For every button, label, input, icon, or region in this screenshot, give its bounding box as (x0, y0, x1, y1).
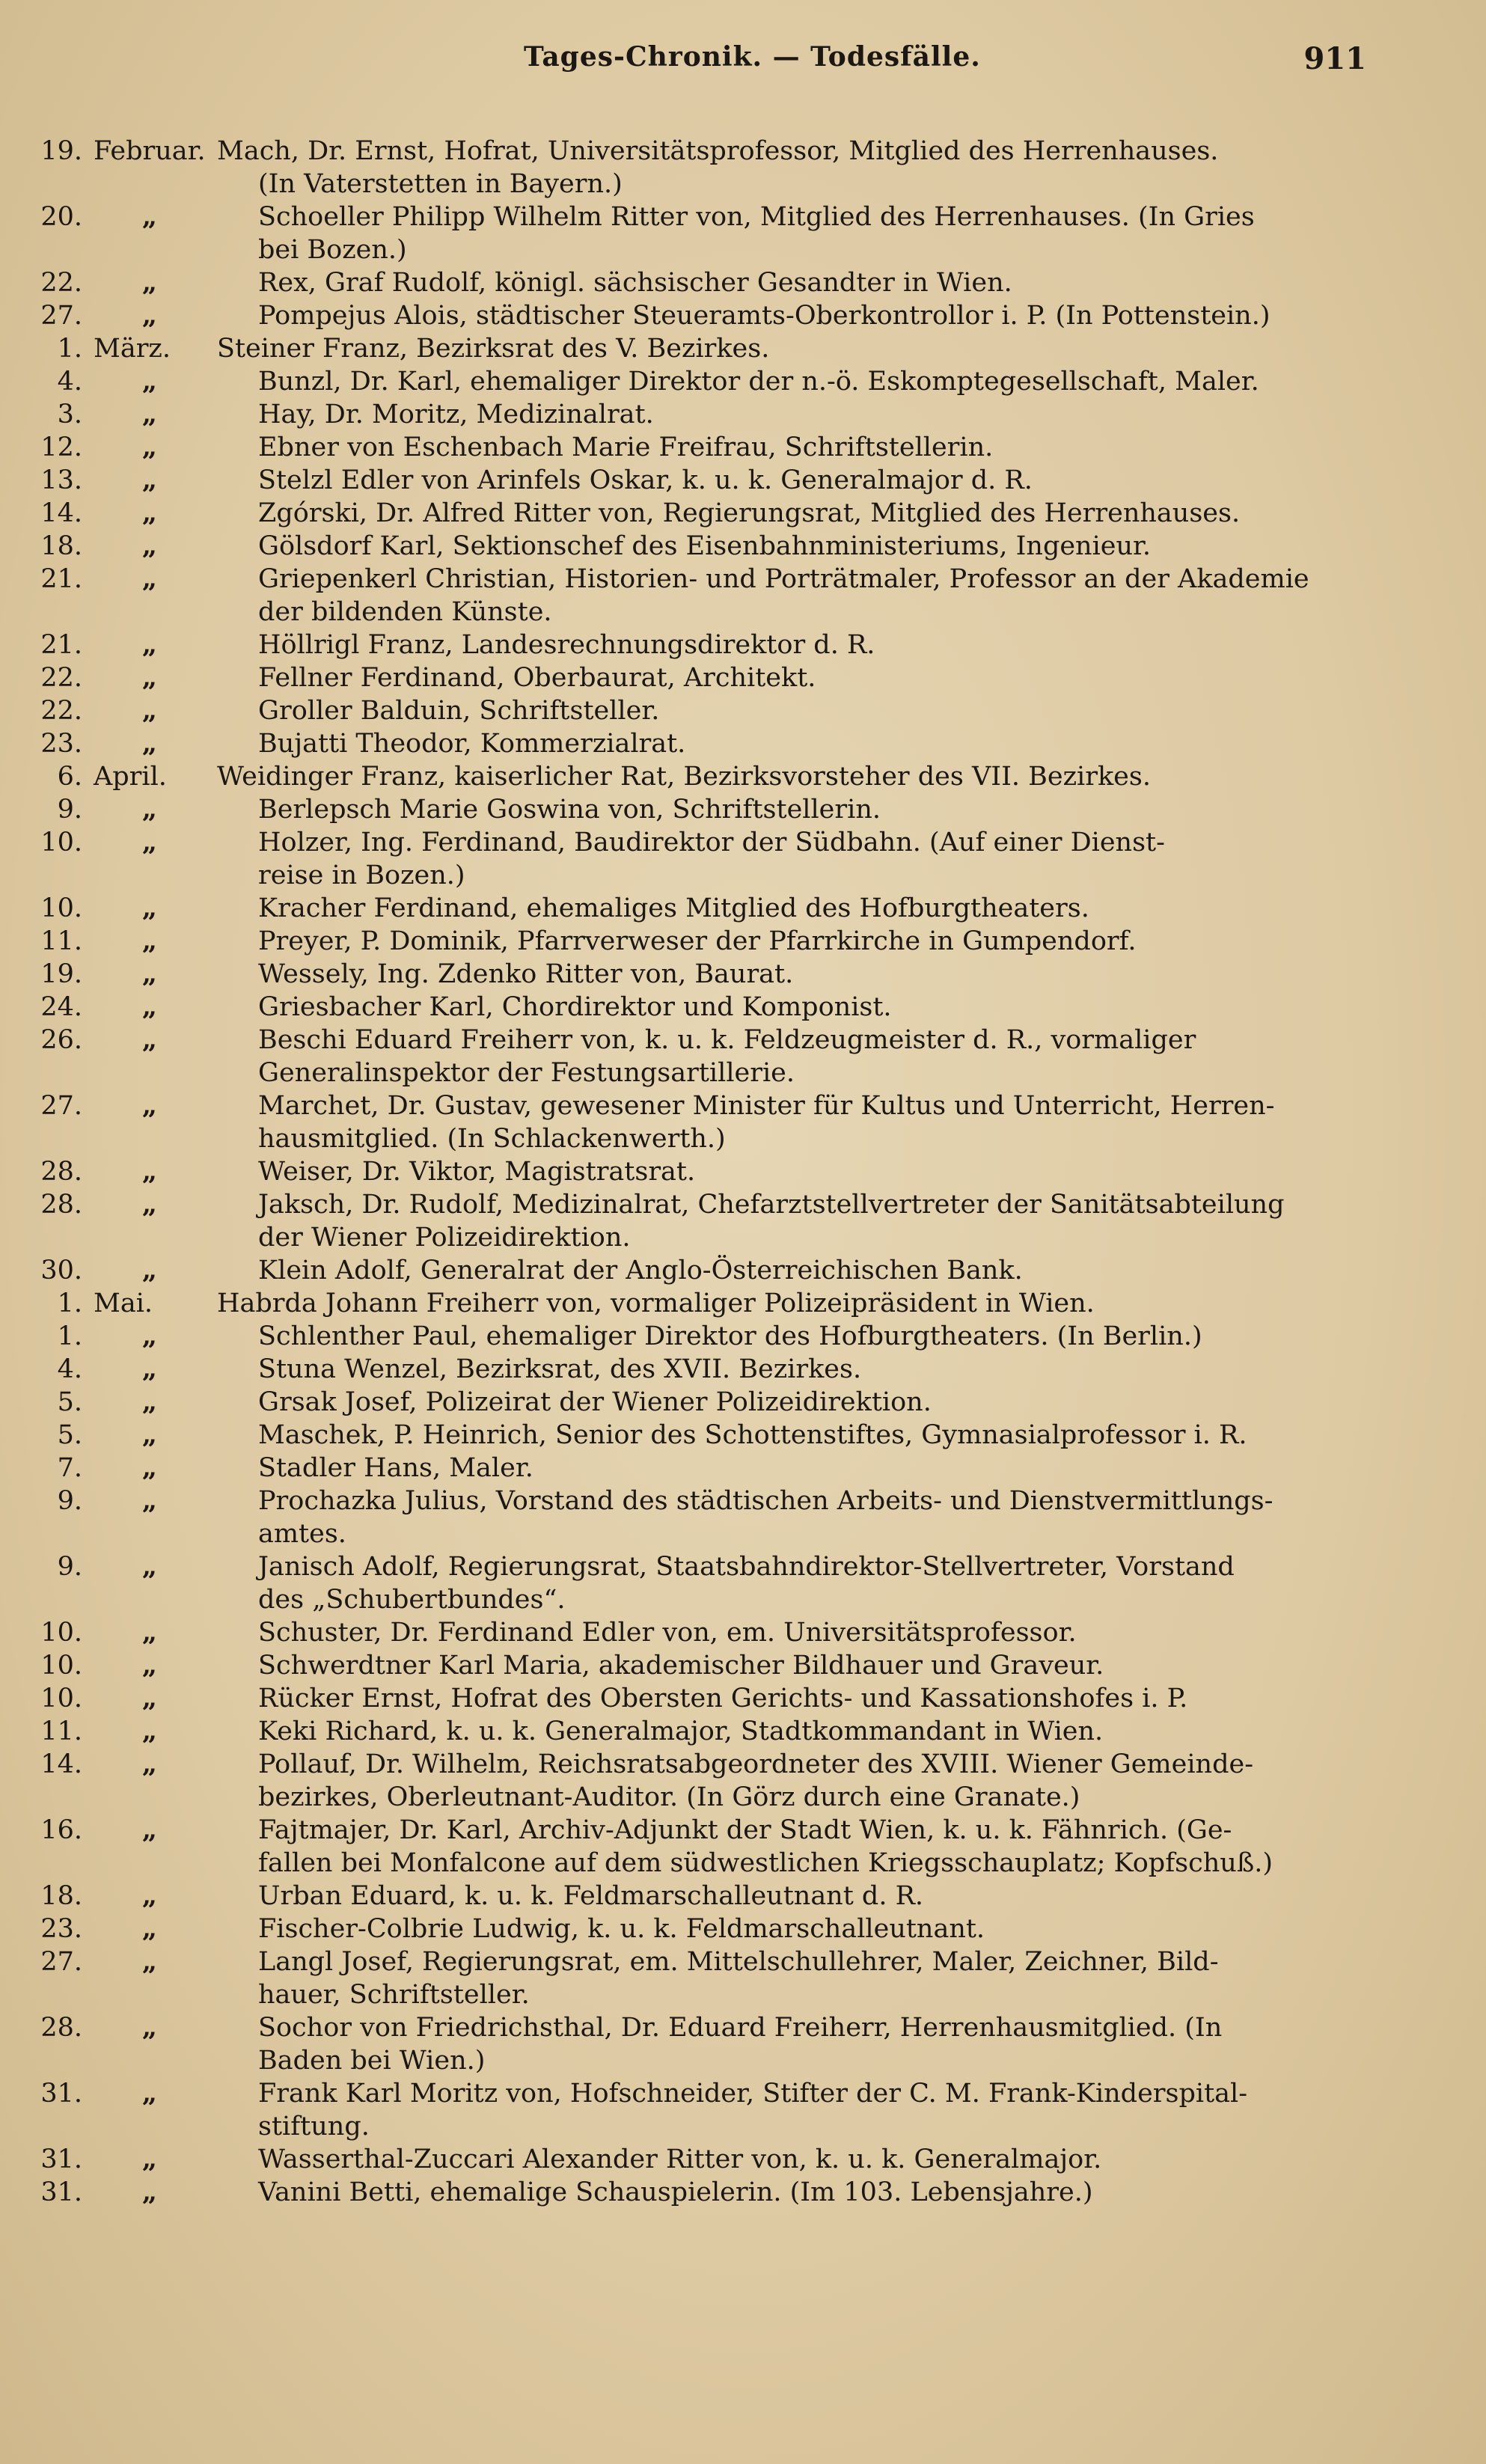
entry-text: Stadler Hans, Maler. (258, 1453, 533, 1483)
entry-line (0, 2176, 1486, 2209)
entry-day: 27. (40, 301, 82, 331)
entry-text: Groller Balduin, Schriftsteller. (258, 696, 660, 726)
obituary-entry (0, 201, 1486, 266)
entry-line (0, 1320, 1486, 1353)
entry-text: Steiner Franz, Bezirksrat des V. Bezirkes. (217, 334, 770, 364)
obituary-entry (0, 299, 1486, 332)
entry-month-ditto: „ (141, 1189, 158, 1220)
entry-month-ditto: „ (141, 1452, 158, 1483)
entry-day: 20. (40, 202, 82, 232)
entry-text: Urban Eduard, k. u. k. Feldmarschalleutnant d. R. (258, 1881, 924, 1911)
entry-line (0, 1057, 1486, 1089)
entry-day: 23. (40, 729, 82, 759)
entry-text: Stuna Wenzel, Bezirksrat, des XVII. Bezirkes. (258, 1354, 862, 1384)
entry-text-continuation: fallen bei Monfalcone auf dem südwestlichen Kriegsschauplatz; Kopfschuß.) (258, 1848, 1273, 1878)
obituary-entry (0, 1945, 1486, 2011)
entry-line (0, 2077, 1486, 2110)
entry-day: 28. (40, 1157, 82, 1187)
entry-line (0, 233, 1486, 266)
entry-line (0, 563, 1486, 596)
entry-month-ditto: „ (141, 629, 158, 660)
entry-day: 13. (40, 465, 82, 495)
entry-text: Holzer, Ing. Ferdinand, Baudirektor der Südbahn. (Auf einer Dienst- (258, 828, 1165, 857)
entry-day: 24. (40, 992, 82, 1022)
obituary-entry (0, 629, 1486, 661)
entry-day: 11. (40, 926, 82, 956)
entry-month-ditto: „ (141, 1354, 158, 1384)
entry-month-ditto: „ (141, 926, 158, 956)
entry-day: 10. (40, 893, 82, 923)
obituary-entry (0, 661, 1486, 694)
entry-line (0, 1880, 1486, 1913)
entry-text-continuation: des „Schubertbundes“. (258, 1585, 566, 1615)
obituary-entry (0, 1682, 1486, 1715)
obituary-entry (0, 1320, 1486, 1353)
obituary-entry (0, 1254, 1486, 1287)
entry-text: Ebner von Eschenbach Marie Freifrau, Schriftstellerin. (258, 432, 994, 462)
entry-day: 10. (40, 1618, 82, 1648)
entry-month-ditto: „ (141, 1716, 158, 1746)
entry-line (0, 2110, 1486, 2143)
entry-month-ditto: „ (141, 1090, 158, 1121)
entry-month-ditto: „ (141, 728, 158, 759)
entry-month-ditto: „ (141, 1880, 158, 1911)
entry-line (0, 1583, 1486, 1616)
entry-text: Preyer, P. Dominik, Pfarrverweser der Pfarrkirche in Gumpendorf. (258, 926, 1137, 956)
entry-day: 28. (40, 2013, 82, 2043)
entry-line (0, 1024, 1486, 1057)
entry-month-ditto: „ (141, 1946, 158, 1977)
entry-month-ditto: „ (141, 432, 158, 462)
entry-text: Weidinger Franz, kaiserlicher Rat, Bezirksvorsteher des VII. Bezirkes. (217, 762, 1151, 792)
entry-day: 26. (40, 1025, 82, 1055)
entry-line (0, 1419, 1486, 1452)
entry-month-ditto: „ (141, 1321, 158, 1351)
entry-line (0, 1386, 1486, 1419)
obituary-entry (0, 2143, 1486, 2176)
obituary-entry (0, 1913, 1486, 1945)
entry-line (0, 1682, 1486, 1715)
obituary-entry (0, 892, 1486, 925)
entry-line (0, 1452, 1486, 1485)
entry-month-ditto: „ (141, 2078, 158, 2109)
entry-line (0, 596, 1486, 629)
entry-line (0, 1616, 1486, 1649)
obituary-entry (0, 365, 1486, 398)
obituary-entry (0, 2077, 1486, 2143)
obituary-entry (0, 1353, 1486, 1386)
obituary-entry (0, 431, 1486, 464)
entry-month-ditto: „ (141, 498, 158, 528)
entry-text: Schuster, Dr. Ferdinand Edler von, em. Universitätsprofessor. (258, 1618, 1077, 1648)
entry-day: 21. (40, 564, 82, 594)
obituary-entry (0, 1485, 1486, 1550)
entry-month-ditto: „ (141, 827, 158, 857)
entry-text: Stelzl Edler von Arinfels Oskar, k. u. k. Generalmajor d. R. (258, 465, 1033, 495)
entry-line (0, 497, 1486, 530)
entry-line (0, 661, 1486, 694)
entry-text: Berlepsch Marie Goswina von, Schriftstellerin. (258, 795, 881, 825)
entry-day: 22. (40, 663, 82, 693)
entry-text: Fajtmajer, Dr. Karl, Archiv-Adjunkt der Stadt Wien, k. u. k. Fähnrich. (Ge- (258, 1815, 1232, 1845)
entry-line (0, 1913, 1486, 1945)
entry-text: Hay, Dr. Moritz, Medizinalrat. (258, 400, 654, 429)
entry-month: Mai. (94, 1288, 153, 1318)
entry-month-ditto: „ (141, 1156, 158, 1187)
entry-line (0, 629, 1486, 661)
obituary-entry (0, 1715, 1486, 1748)
entry-day: 23. (40, 1914, 82, 1944)
entry-month-ditto: „ (141, 695, 158, 726)
entry-day: 6. (57, 762, 82, 792)
entry-line (0, 727, 1486, 760)
entry-day: 5. (57, 1387, 82, 1417)
entry-day: 19. (40, 136, 82, 166)
obituary-entry (0, 135, 1486, 201)
entry-month-ditto: „ (141, 300, 158, 331)
obituary-entry (0, 760, 1486, 793)
entry-line (0, 2044, 1486, 2077)
entry-day: 14. (40, 1749, 82, 1779)
entry-line (0, 958, 1486, 991)
obituary-entry (0, 991, 1486, 1024)
entry-text-continuation: (In Vaterstetten in Bayern.) (258, 169, 623, 199)
entry-line (0, 1847, 1486, 1880)
entry-text: Rex, Graf Rudolf, königl. sächsischer Gesandter in Wien. (258, 268, 1012, 298)
entry-day: 12. (40, 432, 82, 462)
entry-line (0, 1814, 1486, 1847)
entry-text: Rücker Ernst, Hofrat des Obersten Gerichts- und Kassationshofes i. P. (258, 1684, 1188, 1714)
obituary-entry (0, 1748, 1486, 1814)
obituary-entry (0, 2011, 1486, 2077)
entry-line (0, 1254, 1486, 1287)
entry-text-continuation: hauer, Schriftsteller. (258, 1980, 530, 2010)
entry-month-ditto: „ (141, 794, 158, 825)
entry-text: Pompejus Alois, städtischer Steueramts-Oberkontrollor i. P. (In Pottenstein.) (258, 301, 1271, 331)
entry-line (0, 365, 1486, 398)
entry-month-ditto: „ (141, 1683, 158, 1714)
entry-day: 18. (40, 531, 82, 561)
entry-text: Griepenkerl Christian, Historien- und Porträtmaler, Professor an der Akademie (258, 564, 1309, 594)
entry-line (0, 1188, 1486, 1221)
entry-day: 4. (57, 1354, 82, 1384)
entry-month-ditto: „ (141, 2012, 158, 2043)
entry-line (0, 431, 1486, 464)
entry-text: Wessely, Ing. Zdenko Ritter von, Baurat. (258, 959, 794, 989)
entry-day: 30. (40, 1256, 82, 1286)
entry-text: Mach, Dr. Ernst, Hofrat, Universitätsprofessor, Mitglied des Herrenhauses. (217, 136, 1219, 166)
entry-day: 9. (57, 1552, 82, 1582)
entry-month-ditto: „ (141, 531, 158, 561)
obituary-entry (0, 826, 1486, 892)
entry-month-ditto: „ (141, 1387, 158, 1417)
entry-text: Griesbacher Karl, Chordirektor und Komponist. (258, 992, 892, 1022)
entry-text: Janisch Adolf, Regierungsrat, Staatsbahndirektor-Stellvertreter, Vorstand (258, 1552, 1235, 1582)
entry-line (0, 1517, 1486, 1550)
entry-text-continuation: amtes. (258, 1519, 346, 1549)
entry-text: Schoeller Philipp Wilhelm Ritter von, Mitglied des Herrenhauses. (In Gries (258, 202, 1255, 232)
entry-text-continuation: der bildenden Künste. (258, 597, 552, 627)
entry-text: Pollauf, Dr. Wilhelm, Reichsratsabgeordneter des XVIII. Wiener Gemeinde- (258, 1749, 1254, 1779)
obituary-entry (0, 1452, 1486, 1485)
obituary-entry (0, 398, 1486, 431)
entry-text: Fellner Ferdinand, Oberbaurat, Architekt. (258, 663, 816, 693)
entry-line (0, 530, 1486, 563)
entry-text: Bujatti Theodor, Kommerzialrat. (258, 729, 686, 759)
entry-text: Höllrigl Franz, Landesrechnungsdirektor d. R. (258, 630, 875, 660)
entry-text-continuation: Baden bei Wien.) (258, 2046, 486, 2076)
entry-month-ditto: „ (141, 465, 158, 495)
obituary-entry (0, 1024, 1486, 1089)
entry-month-ditto: „ (141, 1815, 158, 1845)
entry-line (0, 1781, 1486, 1814)
entry-line (0, 1978, 1486, 2011)
entry-text: Jaksch, Dr. Rudolf, Medizinalrat, Chefarztstellvertreter der Sanitätsabteilung (258, 1190, 1285, 1220)
entry-month-ditto: „ (141, 2177, 158, 2207)
obituary-entry (0, 925, 1486, 958)
entry-line (0, 1550, 1486, 1583)
entry-day: 3. (57, 400, 82, 429)
entry-line (0, 1155, 1486, 1188)
entry-text-continuation: bezirkes, Oberleutnant-Auditor. (In Görz durch eine Granate.) (258, 1782, 1080, 1812)
entry-text: Prochazka Julius, Vorstand des städtischen Arbeits- und Dienstvermittlungs- (258, 1486, 1274, 1516)
obituary-entry (0, 2176, 1486, 2209)
entry-day: 31. (40, 2079, 82, 2109)
obituary-entry (0, 793, 1486, 826)
entry-text: Vanini Betti, ehemalige Schauspielerin. (Im 103. Lebensjahre.) (258, 2177, 1093, 2207)
obituary-entry (0, 332, 1486, 365)
entry-line (0, 299, 1486, 332)
entry-line (0, 1122, 1486, 1155)
entry-day: 1. (57, 334, 82, 364)
entry-month-ditto: „ (141, 2144, 158, 2174)
entry-day: 27. (40, 1947, 82, 1977)
entry-line (0, 1221, 1486, 1254)
page-number: 911 (1303, 41, 1366, 76)
entry-text: Kracher Ferdinand, ehemaliges Mitglied des Hofburgtheaters. (258, 893, 1089, 923)
entry-text: Beschi Eduard Freiherr von, k. u. k. Feldzeugmeister d. R., vormaliger (258, 1025, 1196, 1055)
entry-line (0, 1353, 1486, 1386)
obituary-entry (0, 563, 1486, 629)
entry-line (0, 398, 1486, 431)
obituary-entry (0, 1386, 1486, 1419)
entry-month-ditto: „ (141, 1255, 158, 1286)
entry-line (0, 1715, 1486, 1748)
entry-day: 16. (40, 1815, 82, 1845)
entry-text: Gölsdorf Karl, Sektionschef des Eisenbahnministeriums, Ingenieur. (258, 531, 1152, 561)
entry-month-ditto: „ (141, 399, 158, 429)
entry-day: 9. (57, 795, 82, 825)
entry-day: 10. (40, 1651, 82, 1681)
obituary-entry (0, 530, 1486, 563)
page-header (0, 41, 1486, 86)
entry-text: Weiser, Dr. Viktor, Magistratsrat. (258, 1157, 696, 1187)
entry-line (0, 760, 1486, 793)
entry-day: 31. (40, 2177, 82, 2207)
entry-line (0, 859, 1486, 892)
entry-month-ditto: „ (141, 1024, 158, 1055)
entry-line (0, 1287, 1486, 1320)
entry-month-ditto: „ (141, 1650, 158, 1681)
entry-line (0, 135, 1486, 168)
entry-month: März. (94, 334, 171, 364)
entry-day: 7. (57, 1453, 82, 1483)
entry-line (0, 991, 1486, 1024)
obituary-entry (0, 464, 1486, 497)
entry-month-ditto: „ (141, 267, 158, 298)
obituary-entry (0, 266, 1486, 299)
entry-month-ditto: „ (141, 1419, 158, 1450)
entry-text: Wasserthal-Zuccari Alexander Ritter von, k. u. k. Generalmajor. (258, 2144, 1102, 2174)
entry-line (0, 925, 1486, 958)
entry-day: 10. (40, 1684, 82, 1714)
entry-text: Zgórski, Dr. Alfred Ritter von, Regierungsrat, Mitglied des Herrenhauses. (258, 498, 1241, 528)
entry-text: Fischer-Colbrie Ludwig, k. u. k. Feldmarschalleutnant. (258, 1914, 985, 1944)
entry-day: 21. (40, 630, 82, 660)
entry-day: 18. (40, 1881, 82, 1911)
entry-month-ditto: „ (141, 366, 158, 397)
entry-line (0, 201, 1486, 233)
entry-month: April. (94, 762, 167, 792)
entry-day: 9. (57, 1486, 82, 1516)
entry-line (0, 2011, 1486, 2044)
entry-text-continuation: stiftung. (258, 2112, 370, 2142)
entry-text: Schlenther Paul, ehemaliger Direktor des Hofburgtheaters. (In Berlin.) (258, 1321, 1202, 1351)
entry-text-continuation: bei Bozen.) (258, 235, 407, 265)
entry-month: Februar. (94, 136, 206, 166)
entry-text: Maschek, P. Heinrich, Senior des Schottenstiftes, Gymnasialprofessor i. R. (258, 1420, 1247, 1450)
entry-month-ditto: „ (141, 1485, 158, 1516)
entry-line (0, 1485, 1486, 1517)
obituary-entry (0, 1616, 1486, 1649)
entry-day: 14. (40, 498, 82, 528)
entry-text: Grsak Josef, Polizeirat der Wiener Polizeidirektion. (258, 1387, 932, 1417)
entry-line (0, 266, 1486, 299)
entry-month-ditto: „ (141, 1551, 158, 1582)
obituary-entry (0, 727, 1486, 760)
entry-text: Schwerdtner Karl Maria, akademischer Bildhauer und Graveur. (258, 1651, 1104, 1681)
entry-text: Bunzl, Dr. Karl, ehemaliger Direktor der n.-ö. Eskomptegesellschaft, Maler. (258, 367, 1259, 397)
entry-month-ditto: „ (141, 1913, 158, 1944)
entry-text-continuation: Generalinspektor der Festungsartillerie. (258, 1058, 795, 1088)
entry-month-ditto: „ (141, 1749, 158, 1779)
entry-month-ditto: „ (141, 563, 158, 594)
obituary-entry (0, 1814, 1486, 1880)
obituary-entry (0, 694, 1486, 727)
entry-line (0, 1748, 1486, 1781)
entry-month-ditto: „ (141, 991, 158, 1022)
entry-text: Frank Karl Moritz von, Hofschneider, Stifter der C. M. Frank-Kinderspital- (258, 2079, 1248, 2109)
obituary-entry (0, 1287, 1486, 1320)
entry-line (0, 694, 1486, 727)
entry-day: 10. (40, 828, 82, 857)
obituary-entry (0, 1550, 1486, 1616)
entry-line (0, 793, 1486, 826)
entry-line (0, 168, 1486, 201)
entry-text: Langl Josef, Regierungsrat, em. Mittelschullehrer, Maler, Zeichner, Bild- (258, 1947, 1219, 1977)
entry-day: 4. (57, 367, 82, 397)
entry-month-ditto: „ (141, 662, 158, 693)
entry-day: 11. (40, 1716, 82, 1746)
entry-text-continuation: der Wiener Polizeidirektion. (258, 1223, 631, 1253)
entry-day: 22. (40, 696, 82, 726)
entry-month-ditto: „ (141, 893, 158, 923)
obituary-entry (0, 1155, 1486, 1188)
entry-text: Keki Richard, k. u. k. Generalmajor, Stadtkommandant in Wien. (258, 1716, 1104, 1746)
obituary-entry (0, 1649, 1486, 1682)
entry-line (0, 2143, 1486, 2176)
obituary-entry (0, 958, 1486, 991)
entry-day: 19. (40, 959, 82, 989)
entry-line (0, 1649, 1486, 1682)
entry-line (0, 1089, 1486, 1122)
entry-line (0, 464, 1486, 497)
running-title: Tages-Chronik. — Todesfälle. (524, 41, 981, 73)
entry-month-ditto: „ (141, 959, 158, 989)
entry-day: 1. (57, 1321, 82, 1351)
entry-text-continuation: reise in Bozen.) (258, 860, 465, 890)
entry-month-ditto: „ (141, 201, 158, 232)
obituary-entry (0, 497, 1486, 530)
entry-day: 27. (40, 1091, 82, 1121)
entry-day: 5. (57, 1420, 82, 1450)
obituary-entry (0, 1089, 1486, 1155)
entry-day: 31. (40, 2144, 82, 2174)
obituary-list (0, 135, 1486, 2209)
entry-month-ditto: „ (141, 1617, 158, 1648)
entry-text: Habrda Johann Freiherr von, vormaliger Polizeipräsident in Wien. (217, 1288, 1095, 1318)
entry-line (0, 892, 1486, 925)
entry-day: 1. (57, 1288, 82, 1318)
entry-day: 28. (40, 1190, 82, 1220)
obituary-entry (0, 1188, 1486, 1254)
entry-line (0, 1945, 1486, 1978)
entry-text: Klein Adolf, Generalrat der Anglo-Österreichischen Bank. (258, 1256, 1023, 1286)
entry-line (0, 332, 1486, 365)
entry-text: Sochor von Friedrichsthal, Dr. Eduard Freiherr, Herrenhausmitglied. (In (258, 2013, 1223, 2043)
entry-text-continuation: hausmitglied. (In Schlackenwerth.) (258, 1124, 726, 1154)
entry-day: 22. (40, 268, 82, 298)
obituary-entry (0, 1880, 1486, 1913)
entry-line (0, 826, 1486, 859)
obituary-entry (0, 1419, 1486, 1452)
entry-text: Marchet, Dr. Gustav, gewesener Minister für Kultus und Unterricht, Herren- (258, 1091, 1275, 1121)
